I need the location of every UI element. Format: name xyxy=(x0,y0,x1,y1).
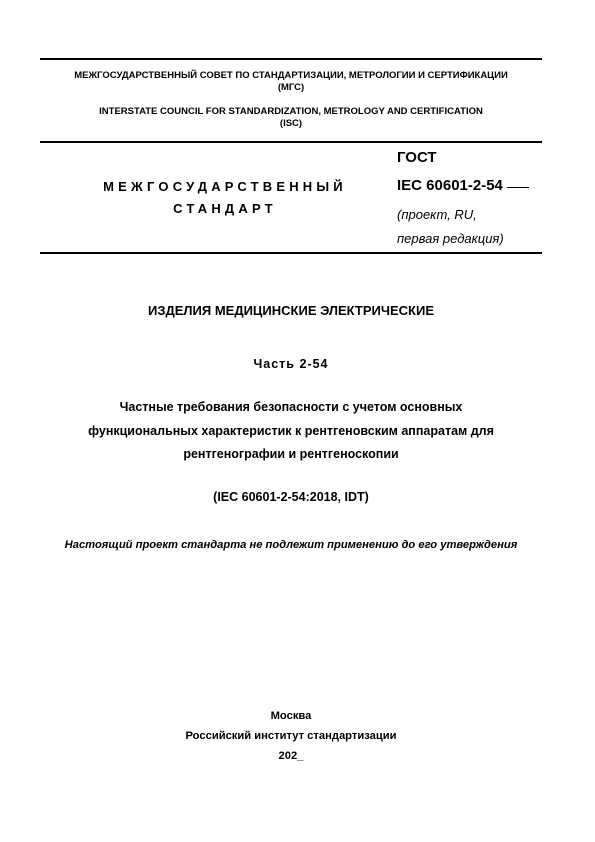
designation-rule xyxy=(40,252,542,254)
footer-publisher: Российский институт стандартизации xyxy=(185,730,397,742)
gost-label: ГОСТ xyxy=(397,149,437,166)
gost-number-strike xyxy=(507,187,529,188)
top-rule xyxy=(40,58,542,60)
council-en-line1: INTERSTATE COUNCIL FOR STANDARDIZATION, METROLOGY AND CERTIFICATION xyxy=(99,106,483,117)
draft-notice: Настоящий проект стандарта не подлежит применению до его утверждения xyxy=(64,539,518,551)
standard-type-line2: СТАНДАРТ xyxy=(173,201,277,216)
subtitle-line1: Частные требования безопасности с учетом основных xyxy=(119,400,463,414)
main-title: ИЗДЕЛИЯ МЕДИЦИНСКИЕ ЭЛЕКТРИЧЕСКИЕ xyxy=(147,303,435,318)
footer-year: 202_ xyxy=(278,750,304,762)
council-ru-abbr: (МГС) xyxy=(277,82,305,93)
subtitle-line2: функциональных характеристик к рентгеновским аппаратам для xyxy=(88,423,494,438)
header-rule xyxy=(40,141,542,143)
draft-line2: первая редакция) xyxy=(397,231,504,246)
council-ru-line1: МЕЖГОСУДАРСТВЕННЫЙ СОВЕТ ПО СТАНДАРТИЗАЦИИ, МЕТРОЛОГИИ И СЕРТИФИКАЦИИ xyxy=(74,70,508,81)
council-en-abbr: (ISC) xyxy=(279,118,303,129)
gost-number-wrap xyxy=(397,177,503,195)
gost-number-text: IEC 60601-2-54 xyxy=(397,177,503,194)
iec-reference: (IEC 60601-2-54:2018, IDT) xyxy=(213,490,369,504)
subtitle-line3: рентгенографии и рентгеноскопии xyxy=(183,447,399,461)
part-number: Часть 2-54 xyxy=(253,357,329,371)
footer-city: Москва xyxy=(270,710,312,722)
standard-type-line1: МЕЖГОСУДАРСТВЕННЫЙ xyxy=(103,179,347,194)
draft-line1: (проект, RU, xyxy=(397,207,477,222)
gost-number xyxy=(397,177,503,195)
